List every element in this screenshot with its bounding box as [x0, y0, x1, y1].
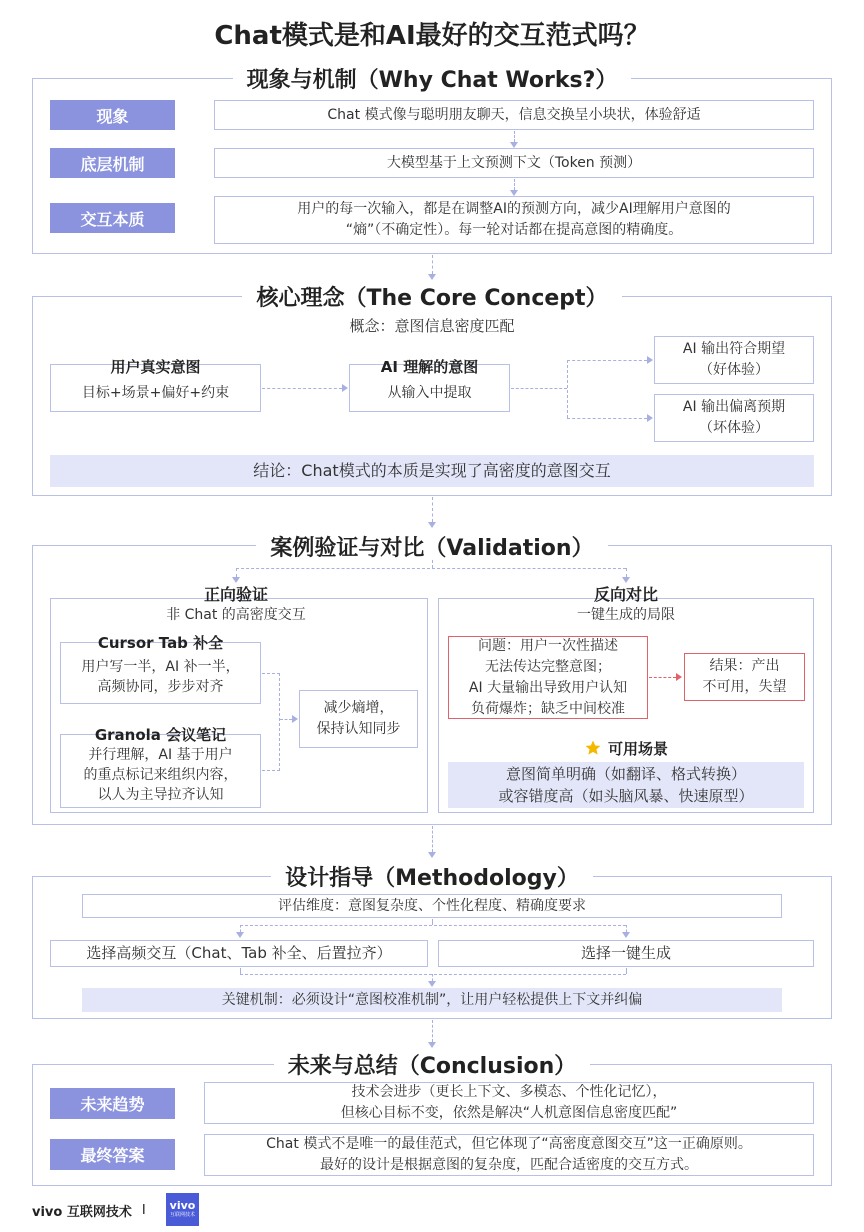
usable-scenarios-heading [526, 737, 726, 759]
evaluation-dimensions: 评估维度：意图复杂度、个性化程度、精确度要求 [82, 894, 782, 918]
bad-outcome-box: AI 输出偏离预期 （坏体验） [654, 394, 814, 442]
label-future-trend: 未来趋势 [50, 1088, 175, 1119]
label-phenomenon: 现象 [50, 100, 175, 130]
ai-intent-title: AI 理解的意图 [380, 357, 479, 376]
section-conclusion-title: 未来与总结（Conclusion） [274, 1049, 591, 1080]
cursor-tab-text: 用户写一半，AI 补一半， 高频协同，步步对齐 [81, 659, 240, 695]
reduce-entropy-box: 减少熵增， 保持认知同步 [299, 690, 418, 748]
future-trend-text: 技术会进步（更长上下文、多模态、个性化记忆）， 但核心目标不变，依然是解决“人机意图信息密度匹配” [204, 1082, 814, 1124]
negative-comparison-title: 反向对比 [593, 584, 658, 604]
vivo-logo-text: vivo [169, 1199, 196, 1212]
label-final-answer: 最终答案 [50, 1139, 175, 1170]
vivo-logo-subtext: 互联网技术 [169, 1212, 195, 1218]
footer-brand-text: vivo 互联网技术 [32, 1204, 132, 1220]
result-box: 结果：产出 不可用，失望 [684, 653, 805, 701]
good-outcome-box: AI 输出符合期望 （好体验） [654, 336, 814, 384]
section-methodology-title: 设计指导（Methodology） [271, 861, 593, 892]
granola-text: 并行理解，AI 基于用户 的重点标记来组织内容， 以人为主导拉齐认知 [83, 747, 238, 803]
user-intent-text: 目标+场景+偏好+约束 [81, 385, 230, 401]
ai-intent-text: 从输入中提取 [387, 385, 472, 401]
granola-title: Granola 会议笔记 [94, 725, 227, 744]
phenomenon-text: Chat 模式像与聪明朋友聊天，信息交换呈小块状，体验舒适 [214, 100, 814, 130]
final-answer-text: Chat 模式不是唯一的最佳范式，但它体现了“高密度意图交互”这一正确原则。 最好的设计是根据意图的复杂度，匹配合适密度的交互方式。 [204, 1134, 814, 1176]
section-phenomenon-title: 现象与机制（Why Chat Works?） [233, 63, 632, 94]
negative-comparison-subtitle: 一键生成的局限 [577, 607, 675, 623]
star-icon [584, 739, 602, 757]
concept-subtitle: 概念：意图信息密度匹配 [349, 316, 515, 335]
footer-brand [32, 1198, 146, 1222]
usable-scenarios-text: 意图简单明确（如翻译、格式转换） 或容错度高（如头脑风暴、快速原型） [448, 762, 804, 808]
essence-text: 用户的每一次输入，都是在调整AI的预测方向，减少AI理解用户意图的 “熵”（不确定性）。每一轮对话都在提高意图的精确度。 [214, 196, 814, 244]
footer-separator: I [141, 1202, 146, 1218]
usable-scenarios-title: 可用场景 [607, 739, 668, 758]
positive-validation-subtitle: 非 Chat 的高密度交互 [166, 607, 306, 623]
cursor-tab-title: Cursor Tab 补全 [97, 633, 224, 652]
core-conclusion: 结论：Chat模式的本质是实现了高密度的意图交互 [50, 455, 814, 487]
option-one-click: 选择一键生成 [438, 940, 814, 967]
positive-validation-title: 正向验证 [203, 584, 268, 604]
section-validation-title: 案例验证与对比（Validation） [256, 531, 607, 562]
option-high-frequency: 选择高频交互（Chat、Tab 补全、后置拉齐） [50, 940, 428, 967]
page-title: Chat模式是和AI最好的交互范式吗？ [214, 20, 650, 51]
section-core-concept-title: 核心理念（The Core Concept） [242, 281, 621, 312]
problem-box: 问题：用户一次性描述 无法传达完整意图； AI 大量输出导致用户认知 负荷爆炸；缺乏中间校准 [448, 636, 648, 719]
user-intent-title: 用户真实意图 [110, 357, 201, 376]
vivo-logo [166, 1193, 199, 1226]
label-mechanism: 底层机制 [50, 148, 175, 178]
label-essence: 交互本质 [50, 203, 175, 233]
key-mechanism: 关键机制：必须设计“意图校准机制”，让用户轻松提供上下文并纠偏 [82, 988, 782, 1012]
mechanism-text: 大模型基于上文预测下文（Token 预测） [214, 148, 814, 178]
